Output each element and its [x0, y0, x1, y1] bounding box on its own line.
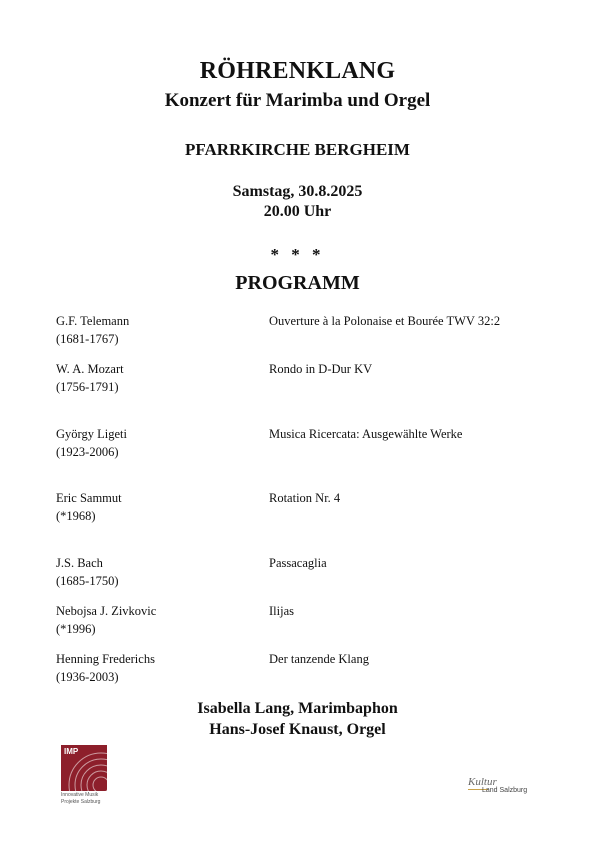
work-title: Der tanzende Klang — [269, 652, 369, 666]
imp-logo-mark — [61, 745, 107, 791]
composer — [56, 360, 246, 396]
concert-time: 20.00 Uhr — [263, 203, 332, 220]
work-title: Ilijas — [269, 604, 294, 618]
concert-subtitle: Konzert für Marimba und Orgel — [164, 90, 431, 111]
work-title: Passacaglia — [269, 556, 327, 570]
performer-marimba: Isabella Lang, Marimbaphon — [197, 700, 398, 717]
work-title: Rondo in D-Dur KV — [269, 362, 373, 376]
composer-years: (1685-1750) — [56, 574, 119, 588]
composer-name: Eric Sammut — [56, 491, 122, 505]
imp-caption-line1: Innovative Musik — [61, 792, 99, 798]
composer — [56, 602, 246, 638]
imp-logo — [61, 745, 107, 805]
composer — [56, 312, 246, 348]
concert-title: RÖHRENKLANG — [199, 58, 396, 84]
composer — [56, 489, 246, 525]
performer-organ: Hans-Josef Knaust, Orgel — [209, 721, 386, 738]
program-heading: PROGRAMM — [235, 272, 360, 294]
composer-years: (1936-2003) — [56, 670, 119, 684]
separator-stars: * * * — [270, 245, 325, 264]
kultur-logo — [468, 776, 548, 800]
composer-years: (1923-2006) — [56, 445, 119, 459]
work-title: Musica Ricercata: Ausgewählte Werke — [269, 427, 463, 441]
composer-name: G.F. Telemann — [56, 314, 130, 328]
composer-name: J.S. Bach — [56, 556, 103, 570]
composer-name: György Ligeti — [56, 427, 127, 441]
work-title: Ouverture à la Polonaise et Bourée TWV 32:2 — [269, 314, 501, 328]
composer-name: Henning Frederichs — [56, 652, 155, 666]
composer-name: W. A. Mozart — [56, 362, 124, 376]
work-title: Rotation Nr. 4 — [269, 491, 341, 505]
composer — [56, 650, 246, 686]
composer-years: (*1996) — [56, 622, 96, 636]
venue: PFARRKIRCHE BERGHEIM — [185, 140, 410, 159]
composer-years: (1756-1791) — [56, 380, 119, 394]
composer — [56, 425, 246, 461]
composer-years: (1681-1767) — [56, 332, 119, 346]
kultur-word: Kultur — [468, 776, 497, 788]
kultur-sub: Land Salzburg — [482, 787, 528, 794]
composer-years: (*1968) — [56, 509, 96, 523]
composer-name: Nebojsa J. Zivkovic — [56, 604, 157, 618]
imp-letters: IMP — [64, 747, 79, 756]
concert-date: Samstag, 30.8.2025 — [232, 183, 363, 200]
imp-caption-line2: Projekte Salzburg — [61, 799, 101, 805]
composer — [56, 554, 246, 590]
